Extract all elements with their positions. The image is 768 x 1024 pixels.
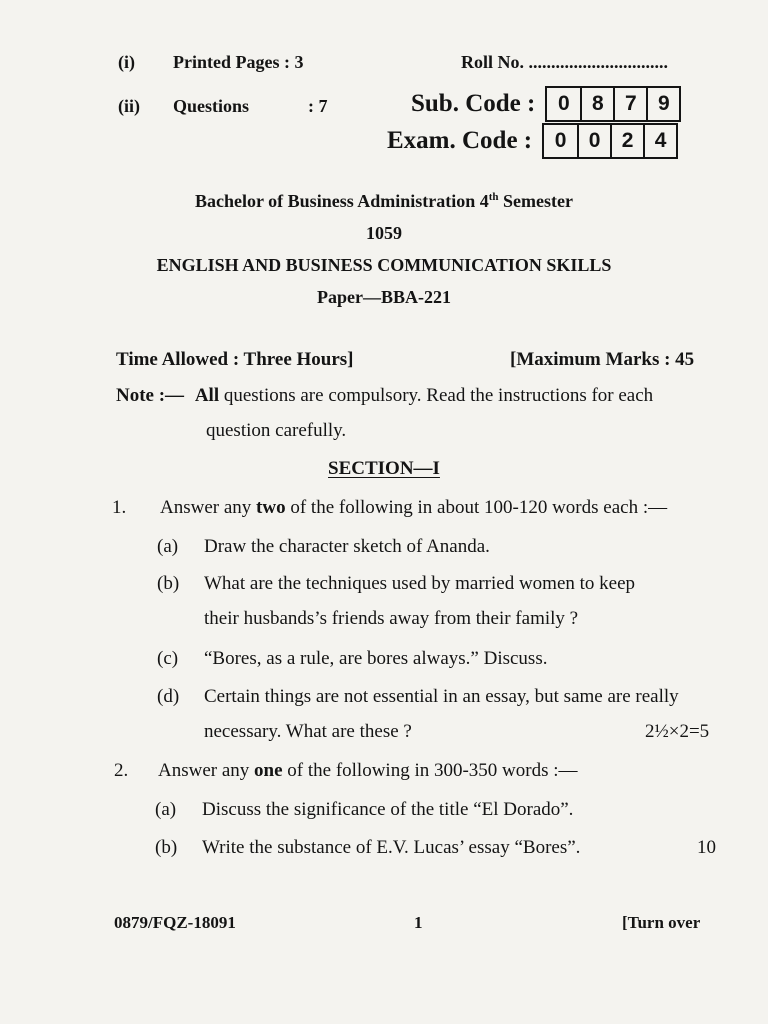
footer-paper-id: 0879/FQZ-18091 [114,913,236,932]
q1c-text: “Bores, as a rule, are bores always.” Discuss. [204,648,548,669]
note-bold-word: All [194,385,220,406]
q2-post: of the following in 300-350 words :— [282,760,578,781]
subject-title: ENGLISH AND BUSINESS COMMUNICATION SKILLS [156,255,612,275]
q1-bold: two [256,497,286,518]
q2a-label: (a) [155,799,177,820]
q1a-label: (a) [157,536,179,557]
programme-text: Bachelor of Business Administration 4 [195,191,489,211]
printed-pages-number: (i) [118,52,135,72]
q1d-label: (d) [157,686,180,707]
q2-pre: Answer any [158,760,255,781]
q1c-label: (c) [157,648,179,669]
roll-no-field: Roll No. ............................... [461,52,668,72]
exam-code-label: Exam. Code : [387,127,533,154]
exam-code-boxes [542,123,678,159]
q2-number: 2. [114,760,129,781]
q1b-label: (b) [157,573,180,594]
q2b-label: (b) [155,837,178,858]
maximum-marks: [Maximum Marks : 45 [510,349,695,370]
questions-number: (ii) [118,96,140,116]
paper-number: 1059 [366,223,402,243]
note-line2: question carefully. [206,420,347,441]
q1-pre: Answer any [160,497,257,518]
q1d-line2: necessary. What are these ? [204,721,412,742]
questions-label: Questions [173,96,250,116]
programme-title [0,191,768,212]
sub-code-row [411,87,681,121]
exam-code-digit: 0 [577,125,610,157]
section-title: SECTION—I [328,458,440,479]
exam-code-row [387,124,678,158]
exam-code-digit: 2 [610,125,643,157]
sub-code-boxes [545,86,681,122]
q1-number: 1. [112,497,127,518]
sub-code-digit: 8 [580,88,613,120]
q1a-text: Draw the character sketch of Ananda. [204,536,490,557]
q1b-line1: What are the techniques used by married women to keep [204,573,636,594]
note [116,385,653,407]
footer-turn-over: [Turn over [622,913,701,932]
q2a-text: Discuss the significance of the title “El Dorado”. [202,799,574,820]
questions-value: : 7 [308,96,328,116]
q2-bold: one [254,760,283,781]
note-line1: questions are compulsory. Read the instructions for each [219,385,654,406]
programme-superscript: th [488,191,499,203]
sub-code-digit: 7 [613,88,646,120]
q1b-line2: their husbands’s friends away from their family ? [204,608,579,629]
note-label: Note :— [116,385,185,406]
footer-page-number: 1 [414,913,423,932]
q1-marks: 2½×2=5 [645,721,710,742]
exam-code-digit: 4 [643,125,676,157]
exam-code-digit: 0 [554,129,567,152]
q2-instruction [158,760,578,782]
programme-semester: Semester [498,191,573,211]
q1-post: of the following in about 100-120 words each :— [285,497,668,518]
sub-code-digit: 9 [646,88,679,120]
printed-pages-label: Printed Pages : 3 [173,52,304,72]
q1d-line1: Certain things are not essential in an essay, but same are really [204,686,679,707]
time-allowed: Time Allowed : Three Hours] [116,349,354,370]
q1-instruction [160,497,667,519]
sub-code-digit: 0 [558,92,570,115]
q2-marks: 10 [697,837,716,858]
paper-code: Paper—BBA-221 [317,287,451,307]
q2b-text: Write the substance of E.V. Lucas’ essay “Bores”. [202,837,581,858]
sub-code-label: Sub. Code : [411,90,536,117]
